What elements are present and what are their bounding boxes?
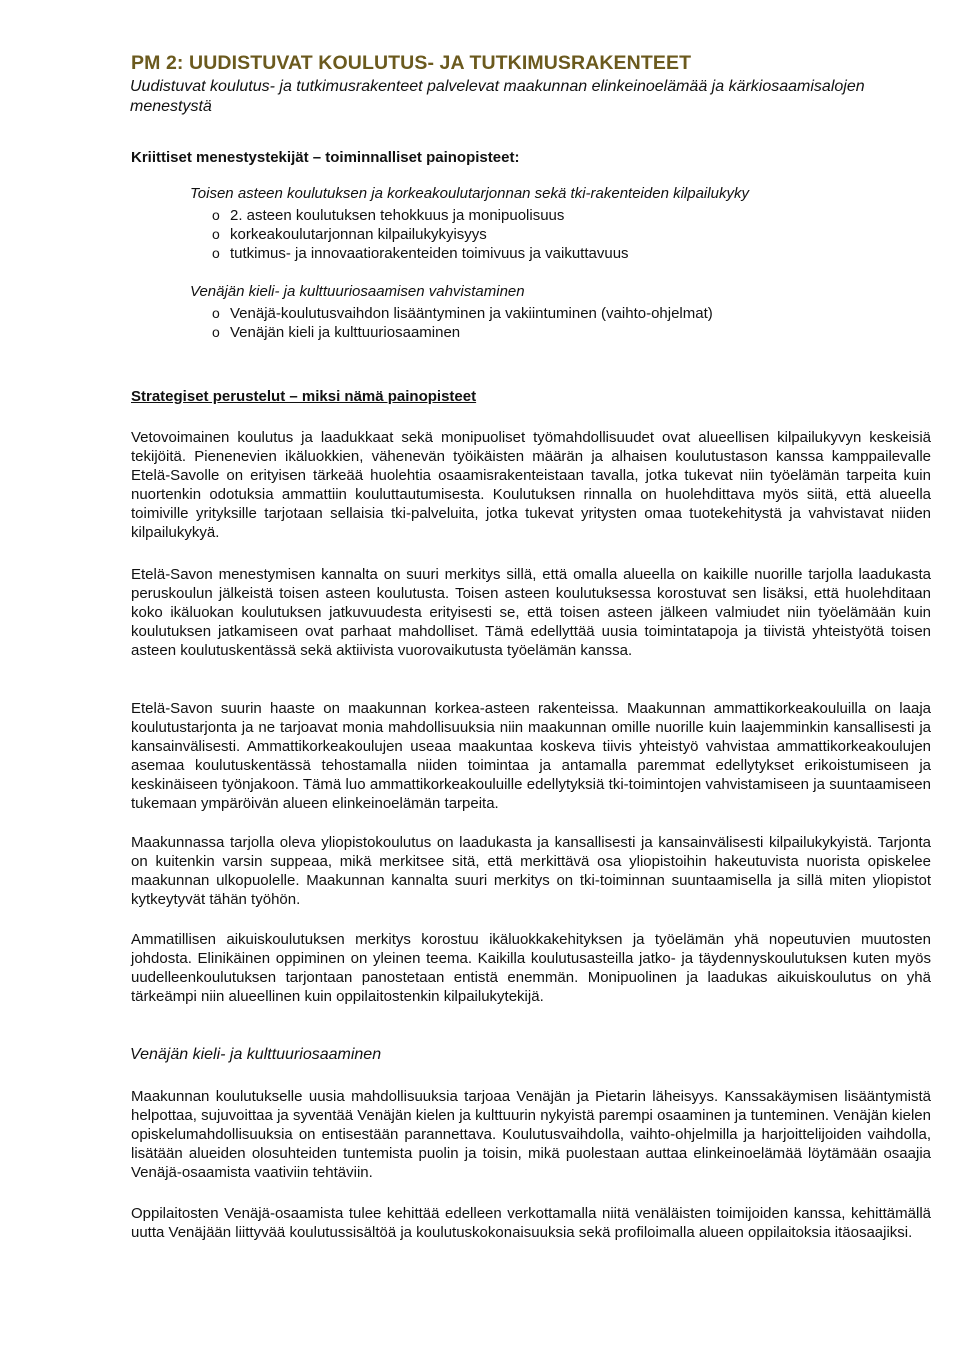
list-item	[212, 323, 713, 342]
bullet-marker: o	[212, 245, 220, 261]
bullet-marker: o	[212, 207, 220, 223]
paragraph-3: Etelä-Savon suurin haaste on maakunnan korkea-asteen rakenteissa. Maakunnan ammattikorkeakouluilla on laaja koulutustarjonta ja ne tarjoavat monia mahdollisuuksia niin maakunnan omille nuorille kuin laajemminkin kansallisesti ja kansainvälisesti. Ammattikorkeakoulujen useaa maakuntaa koskeva tiivis yhteistyö vahvistaa ammattikorkeakoulujen asemaa koulutuskentässä tehostamalla niiden toimintaa ja antamalla paremmat edellytykset erikoistumiseen ja keskinäiseen työnjakoon. Tämä luo ammattikorkeakouluille edellytyksiä tki-toimintojen vahvistamiseen ja suuntaamiseen tukemaan ympäröivän alueen elinkeinoelämän tarpeita.	[131, 700, 931, 812]
list-item-text: 2. asteen koulutuksen tehokkuus ja monipuolisuus	[230, 207, 565, 224]
group-heading-russia: Venäjän kieli- ja kulttuuriosaamisen vahvistaminen	[190, 283, 525, 300]
group-heading-education: Toisen asteen koulutuksen ja korkeakoulutarjonnan sekä tki-rakenteiden kilpailukyky	[190, 185, 749, 202]
list-item-text: korkeakoulutarjonnan kilpailukykyisyys	[230, 226, 487, 243]
page-title: PM 2: UUDISTUVAT KOULUTUS- JA TUTKIMUSRAKENTEET	[131, 52, 692, 74]
list-item	[212, 206, 629, 225]
paragraph-5: Ammatillisen aikuiskoulutuksen merkitys korostuu ikäluokkakehityksen ja työelämän yhä nopeutuvien muutosten johdosta. Elinikäinen oppiminen on yleinen teema. Kaikilla koulutusasteilla jatko- ja täydennyskoulutuksen kuten myös uudelleenkoulutuksen tarjontaan panostetaan entistä enemmän. Monipuolinen ja laadukas aikuiskoulutus on yhä tärkeämpi niin alueellinen kuin oppilaitostenkin kilpailukytekijä.	[131, 931, 931, 1005]
list-item	[212, 244, 629, 263]
russia-list	[212, 304, 713, 342]
education-list	[212, 206, 629, 263]
russia-paragraph-2: Oppilaitosten Venäjä-osaamista tulee kehittää edelleen verkottamalla niitä venäläisten toimijoiden kanssa, kehittämällä uutta Venäjään liittyvää koulutussisältöä ja koulutuskokonaisuuksia sekä profiloimalla alueen oppilaitoksia itäosaajiksi.	[131, 1205, 931, 1241]
success-factors-heading: Kriittiset menestystekijät – toiminnalliset painopisteet:	[131, 149, 520, 166]
strategic-heading: Strategiset perustelut – miksi nämä painopisteet	[131, 388, 477, 405]
bullet-marker: o	[212, 305, 220, 321]
paragraph-1: Vetovoimainen koulutus ja laadukkaat sekä monipuoliset työmahdollisuudet ovat alueellisen kilpailukyvyn keskeisiä tekijöitä. Pienenevien ikäluokkien, vähenevän työikäisten määrän ja alhaisen koulutustason kanssa kamppailevalle Etelä-Savolle on erityisen tärkeää huolehtia osaamisrakenteistaan tavalla, jotka tukevat niin työelämän tarpeita kuin nuortenkin odotuksia ammattiin kouluttautumisesta. Koulutuksen rinnalla on huolehdittava myös siitä, että alueella toimiville yrityksille tarjotaan sellaisia tki-palveluita, jotka tukevat yritysten omaa tuotekehitystä ja vahvistavat niiden kilpailukykyä.	[131, 429, 931, 541]
section-heading-russia: Venäjän kieli- ja kulttuuriosaaminen	[130, 1046, 382, 1063]
bullet-marker: o	[212, 226, 220, 242]
bullet-marker: o	[212, 324, 220, 340]
list-item-text: Venäjän kieli ja kulttuuriosaaminen	[230, 324, 461, 341]
paragraph-4: Maakunnassa tarjolla oleva yliopistokoulutus on laadukasta ja kansallisesti ja kansainvälisesti kilpailukykyistä. Tarjonta on kuitenkin varsin suppeaa, mikä merkitsee sitä, että merkittävä osa yliopistoihin hakeutuvista nuorista opiskelee maakunnan ulkopuolelle. Maakunnan kannalta suuri merkitys on tki-toiminnan suuntaamisella ja sillä miten yliopistot kytkeytyvät tähän työhön.	[131, 834, 931, 908]
list-item-text: tutkimus- ja innovaatiorakenteiden toimivuus ja vaikuttavuus	[230, 245, 629, 262]
page-subtitle: Uudistuvat koulutus- ja tutkimusrakenteet palvelevat maakunnan elinkeinoelämää ja kärkiosaamisalojen menestystä	[130, 78, 865, 115]
list-item	[212, 225, 629, 244]
russia-paragraph-1: Maakunnan koulutukselle uusia mahdollisuuksia tarjoaa Venäjän ja Pietarin läheisyys. Kanssakäymisen lisääntymistä helpottaa, sujuvoittaa ja syventää Venäjän kielen ja kulttuurin nykyistä parempi osaaminen ja tunteminen. Venäjän kielen opiskelumahdollisuuksia on entisestään parannettava. Koulutusvaihdolla, vaihto-ohjelmilla ja harjoittelijoiden vaihdolla, lisätään alueiden olosuhteiden tuntemista puolin ja toisin, mikä puolestaan auttaa elinkeinoelämää löytämään osaajia Venäjä-osaamista vaativiin tehtäviin.	[131, 1088, 931, 1181]
paragraph-2: Etelä-Savon menestymisen kannalta on suuri merkitys sillä, että omalla alueella on kaikille nuorille tarjolla laadukasta peruskoulun jälkeistä toisen asteen koulutusta. Toisen asteen koulutuksessa korostuvat sen lisäksi, että huolehditaan koko ikäluokan koulutuksen jatkuvuudesta erityisesti se, että toisen asteen jälkeen valmiudet niin työelämään kuin koulutuksen jatkamiseen ovat parhaat mahdolliset. Tämä edellyttää uusia toimintatapoja ja tiivistä yhteistyötä toisen asteen koulutuskentässä sekä aktiivista vuorovaikutusta työelämän kanssa.	[131, 566, 931, 659]
list-item	[212, 304, 713, 323]
list-item-text: Venäjä-koulutusvaihdon lisääntyminen ja vakiintuminen (vaihto-ohjelmat)	[230, 305, 713, 322]
